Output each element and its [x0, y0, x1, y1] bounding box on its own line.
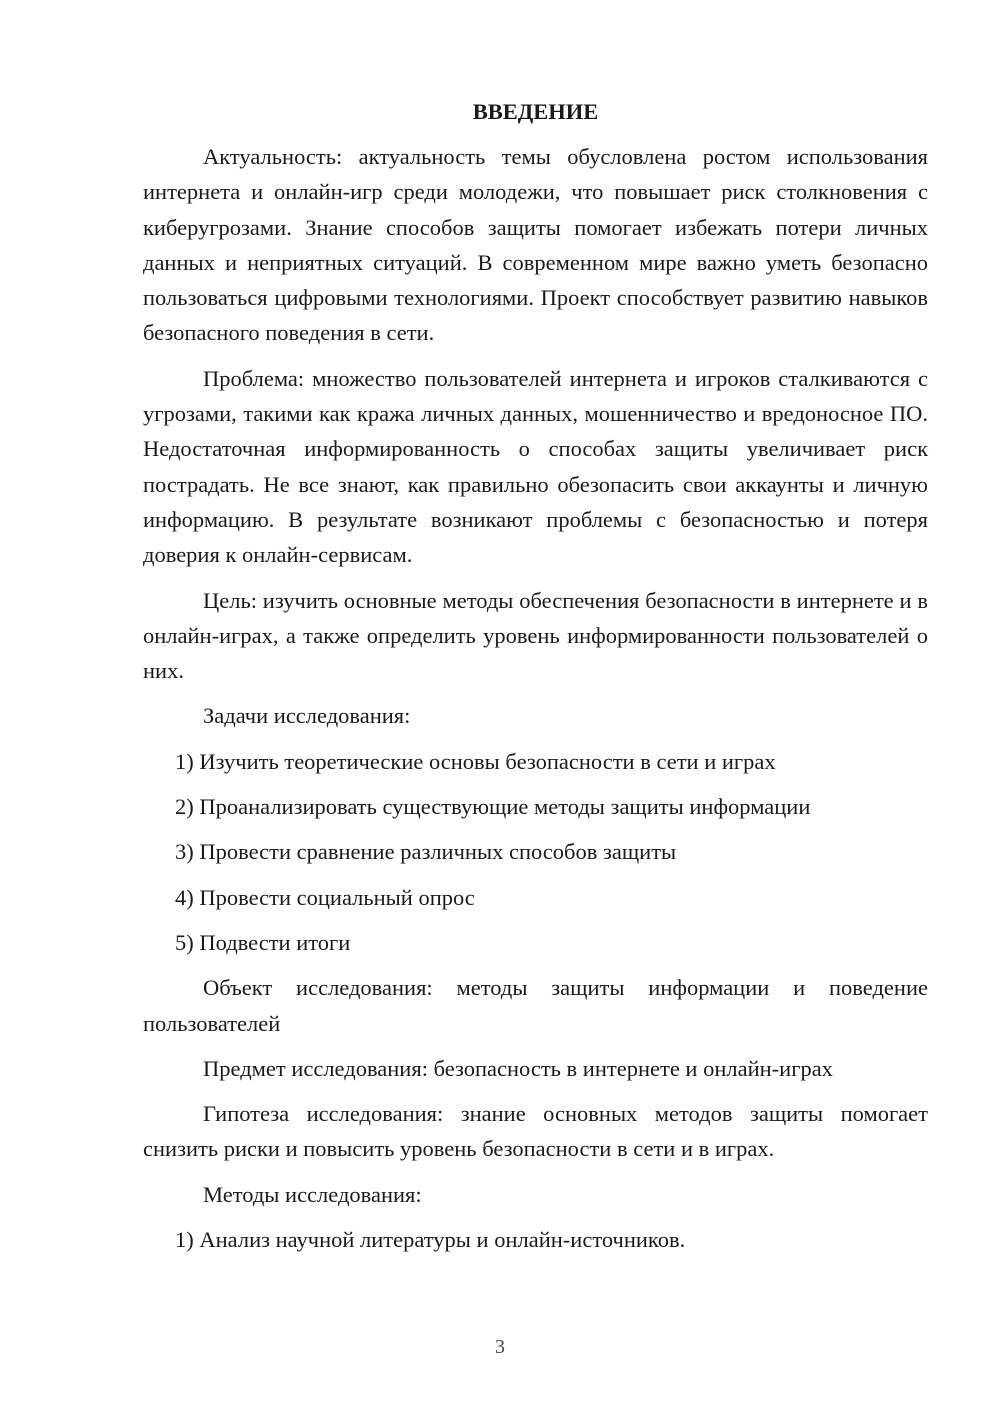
paragraph-problem: Проблема: множество пользователей интернета и игроков сталкиваются с угрозами, такими как кража личных данных, мошенничество и вредоносное ПО. Недостаточная информированность о способах защиты увеличивает риск пострадать. Не все знают, как правильно обезопасить свои аккаунты и личную информацию. В результате возникают проблемы с безопасностью и потеря доверия к онлайн-сервисам. — [143, 365, 928, 568]
list-item-task-1: 1) Изучить теоретические основы безопасности в сети и играх — [175, 748, 776, 774]
list-item-method-1: 1) Анализ научной литературы и онлайн-источников. — [175, 1227, 686, 1253]
page-content — [143, 96, 928, 1267]
list-item-task-2: 2) Проанализировать существующие методы защиты информации — [175, 794, 811, 820]
paragraph-goal: Цель: изучить основные методы обеспечения безопасности в интернете и в онлайн-играх, а также определить уровень информированности пользователей о них. — [143, 587, 928, 684]
paragraph-subject: Предмет исследования: безопасность в интернете и онлайн-играх — [203, 1055, 833, 1081]
page-number: 3 — [495, 1336, 505, 1358]
paragraph-object: Объект исследования: методы защиты информации и поведение пользователей — [143, 975, 928, 1036]
section-title: ВВЕДЕНИЕ — [472, 99, 599, 124]
tasks-list — [143, 744, 928, 960]
list-item-task-5: 5) Подвести итоги — [175, 929, 351, 955]
list-item-task-4: 4) Провести социальный опрос — [175, 884, 475, 910]
paragraph-relevance: Актуальность: актуальность темы обусловлена ростом использования интернета и онлайн-игр среди молодежи, что повышает риск столкновения с киберугрозами. Знание способов защиты помогает избежать потери личных данных и неприятных ситуаций. В современном мире важно уметь безопасно пользоваться цифровыми технологиями. Проект способствует развитию навыков безопасного поведения в сети. — [143, 144, 928, 346]
paragraph-hypothesis: Гипотеза исследования: знание основных методов защиты помогает снизить риски и повысить уровень безопасности в сети и в играх. — [143, 1101, 928, 1162]
list-item-task-3: 3) Провести сравнение различных способов защиты — [175, 839, 677, 865]
methods-list — [143, 1222, 928, 1257]
tasks-heading: Задачи исследования: — [203, 703, 411, 729]
methods-heading: Методы исследования: — [203, 1181, 422, 1207]
